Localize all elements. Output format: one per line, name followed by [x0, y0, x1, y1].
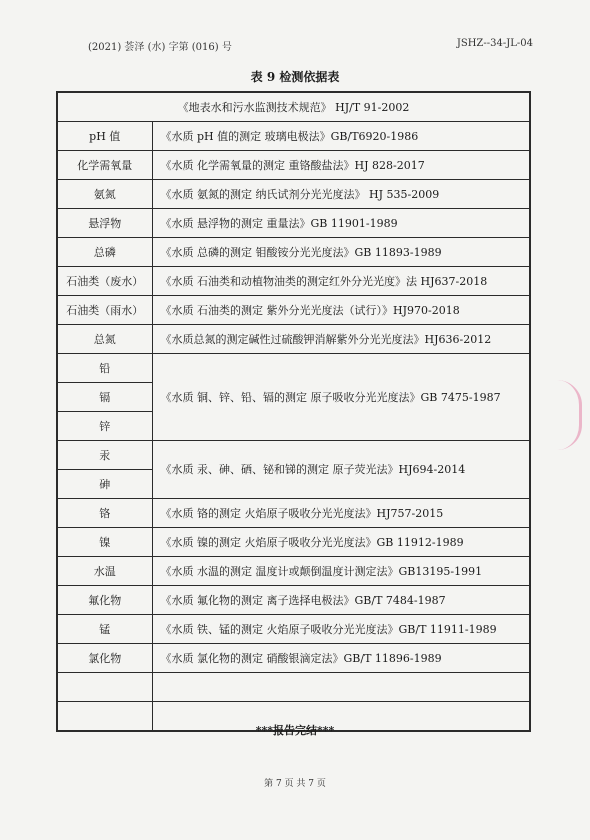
table-title: 表 9 检测依据表: [250, 70, 340, 84]
table-row: [57, 267, 530, 296]
table-row: [57, 354, 530, 383]
report-number: (2021) 荟泽 (水) 字第 (016) 号: [88, 42, 232, 53]
standard-cell: 《水质总氮的测定碱性过硫酸钾消解紫外分光光度法》HJ636-2012: [152, 325, 530, 354]
parameter-cell: 镍: [57, 528, 152, 557]
standard-cell: 《水质 化学需氧量的测定 重铬酸盐法》HJ 828-2017: [152, 151, 530, 180]
standard-cell: 《水质 石油类和动植物油类的测定红外分光光度》法 HJ637-2018: [152, 267, 530, 296]
page-number: 第 7 页 共 7 页: [264, 779, 326, 789]
standard-cell: 《水质 石油类的测定 紫外分光光度法（试行）》HJ970-2018: [152, 296, 530, 325]
standard-cell: 《水质 氟化物的测定 离子选择电极法》GB/T 7484-1987: [152, 586, 530, 615]
parameter-cell: 化学需氧量: [57, 151, 152, 180]
standard-cell: 《水质 pH 值的测定 玻璃电极法》GB/T6920-1986: [152, 122, 530, 151]
standard-cell: 《水质 镍的测定 火焰原子吸收分光光度法》GB 11912-1989: [152, 528, 530, 557]
monitoring-spec-title: 《地表水和污水监测技术规范》 HJ/T 91-2002: [57, 92, 530, 122]
parameter-cell: 水温: [57, 557, 152, 586]
empty-cell: [152, 673, 530, 702]
parameter-cell: 锌: [57, 412, 152, 441]
table-row: [57, 209, 530, 238]
empty-cell: [57, 673, 152, 702]
empty-table-row: [57, 673, 530, 702]
table-row: [57, 122, 530, 151]
table-row: [57, 180, 530, 209]
table-row: [57, 441, 530, 470]
parameter-cell: 铬: [57, 499, 152, 528]
parameter-cell: 砷: [57, 470, 152, 499]
table-row: [57, 644, 530, 673]
parameter-cell: 石油类（废水）: [57, 267, 152, 296]
report-end-note: ***报告完结***: [255, 724, 335, 737]
standard-cell: 《水质 铜、锌、铅、镉的测定 原子吸收分光光度法》GB 7475-1987: [152, 354, 530, 441]
parameter-cell: 镉: [57, 383, 152, 412]
parameter-cell: 石油类（雨水）: [57, 296, 152, 325]
document-code: JSHZ--34-JL-04: [456, 38, 533, 49]
table-row: [57, 586, 530, 615]
standard-cell: 《水质 悬浮物的测定 重量法》GB 11901-1989: [152, 209, 530, 238]
table-row: [57, 557, 530, 586]
parameter-cell: 汞: [57, 441, 152, 470]
table-row: [57, 499, 530, 528]
standard-cell: 《水质 汞、砷、硒、铋和锑的测定 原子荧光法》HJ694-2014: [152, 441, 530, 499]
standard-cell: 《水质 铬的测定 火焰原子吸收分光光度法》HJ757-2015: [152, 499, 530, 528]
parameter-cell: 悬浮物: [57, 209, 152, 238]
table-row: [57, 528, 530, 557]
testing-basis-table: [56, 91, 531, 732]
table-row: [57, 615, 530, 644]
table-row: [57, 92, 530, 122]
parameter-cell: 氟化物: [57, 586, 152, 615]
parameter-cell: 氯化物: [57, 644, 152, 673]
table-row: [57, 296, 530, 325]
table-row: [57, 325, 530, 354]
standard-cell: 《水质 铁、锰的测定 火焰原子吸收分光光度法》GB/T 11911-1989: [152, 615, 530, 644]
standard-cell: 《水质 氨氮的测定 纳氏试剂分光光度法》 HJ 535-2009: [152, 180, 530, 209]
standard-cell: 《水质 氯化物的测定 硝酸银滴定法》GB/T 11896-1989: [152, 644, 530, 673]
standard-cell: 《水质 水温的测定 温度计或颠倒温度计测定法》GB13195-1991: [152, 557, 530, 586]
seal-edge-mark: [557, 380, 582, 450]
parameter-cell: 氨氮: [57, 180, 152, 209]
table-row: [57, 151, 530, 180]
parameter-cell: 锰: [57, 615, 152, 644]
parameter-cell: pH 值: [57, 122, 152, 151]
parameter-cell: 总氮: [57, 325, 152, 354]
standard-cell: 《水质 总磷的测定 钼酸铵分光光度法》GB 11893-1989: [152, 238, 530, 267]
parameter-cell: 铅: [57, 354, 152, 383]
parameter-cell: 总磷: [57, 238, 152, 267]
table-row: [57, 238, 530, 267]
